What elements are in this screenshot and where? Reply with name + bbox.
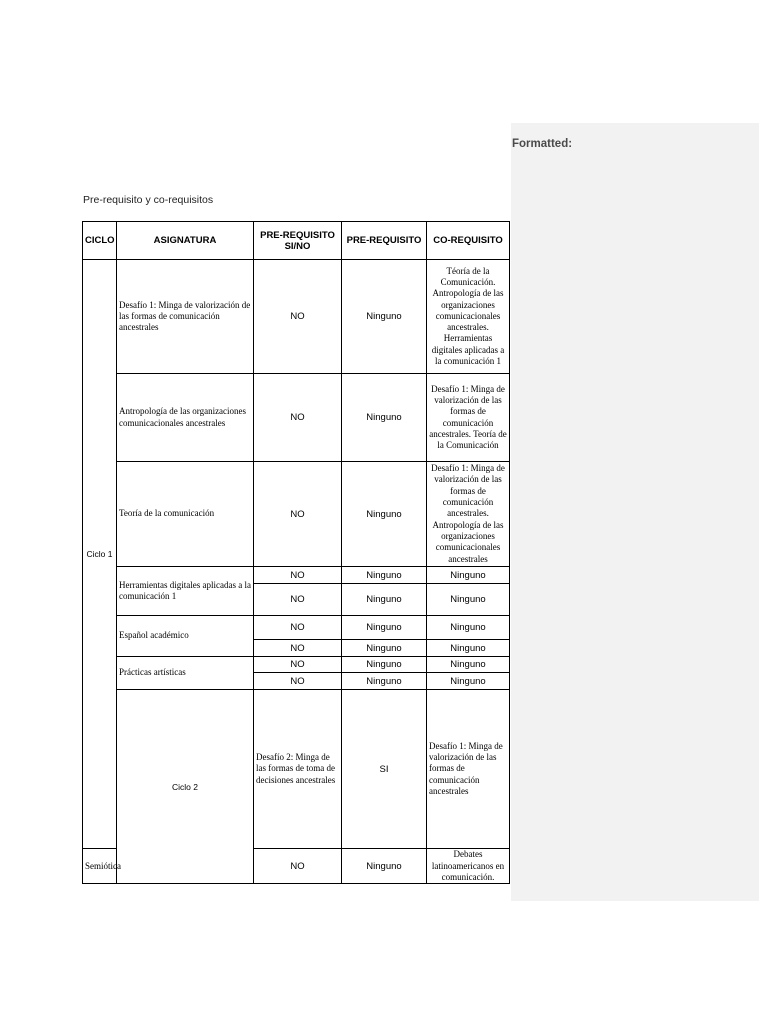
asignatura-cell: Desafío 2: Minga de las formas de toma de decisiones ancestrales [254, 690, 342, 849]
comment-formatted-label: Formatted: [512, 138, 573, 150]
prereq-cell: Ninguno [342, 260, 427, 374]
prereq-cell: Ninguno [342, 673, 427, 690]
table-row [83, 567, 510, 584]
prereq-sino-cell: NO [254, 567, 342, 584]
coreq-cell: Ninguno [427, 640, 510, 657]
header-prereq-sino: PRE-REQUISITO SI/NO [254, 222, 342, 260]
header-coreq: CO-REQUISITO [427, 222, 510, 260]
prereq-cell: Ninguno [342, 462, 427, 567]
asignatura-cell: Antropología de las organizaciones comunicacionales ancestrales [117, 374, 254, 462]
coreq-cell: Desafío 1: Minga de valorización de las formas de comunicación ancestrales. Antropología de las organizaciones comunicacionales ancestrales [427, 462, 510, 567]
table-row [83, 260, 510, 374]
coreq-cell: Ninguno [427, 657, 510, 673]
coreq-cell: Ninguno [427, 584, 510, 616]
prereq-cell: Ninguno [342, 849, 427, 884]
prereq-cell: Ninguno [342, 640, 427, 657]
prereq-cell: Ninguno [342, 567, 427, 584]
ciclo-2-cell: Ciclo 2 [117, 690, 254, 884]
prereq-sino-cell: NO [254, 657, 342, 673]
requisites-table [82, 221, 510, 884]
table-row [83, 374, 510, 462]
asignatura-cell: Teoría de la comunicación [117, 462, 254, 567]
prereq-sino-cell: NO [254, 584, 342, 616]
coreq-cell: Ninguno [427, 567, 510, 584]
section-heading: Pre-requisito y co-requisitos [83, 194, 214, 206]
prereq-sino-cell: NO [254, 673, 342, 690]
comments-pane [511, 123, 759, 901]
asignatura-cell: Prácticas artísticas [117, 657, 254, 690]
prereq-sino-cell: NO [254, 260, 342, 374]
asignatura-cell: Semiótica [83, 849, 117, 884]
prereq-sino-cell: NO [254, 849, 342, 884]
coreq-cell: Ninguno [427, 616, 510, 640]
table-row [83, 616, 510, 640]
coreq-cell: Debates latinoamericanos en comunicación. [427, 849, 510, 884]
prereq-cell: Ninguno [342, 374, 427, 462]
coreq-cell: Desafío 1: Minga de valorización de las formas de comunicación ancestrales. Teoría de la Comunicación [427, 374, 510, 462]
prereq-cell: Ninguno [342, 657, 427, 673]
header-prereq: PRE-REQUISITO [342, 222, 427, 260]
table-row [83, 657, 510, 673]
coreq-cell: Téoría de la Comunicación. Antropología de las organizaciones comunicacionales ancestrales. Herramientas digitales aplicadas a la comunicación 1 [427, 260, 510, 374]
header-ciclo: CICLO [83, 222, 117, 260]
prereq-cell: Ninguno [342, 584, 427, 616]
asignatura-cell: Español académico [117, 616, 254, 657]
table-header-row [83, 222, 510, 260]
ciclo-1-cell: Ciclo 1 [83, 260, 117, 849]
prereq-sino-cell: NO [254, 462, 342, 567]
asignatura-cell: Herramientas digitales aplicadas a la comunicación 1 [117, 567, 254, 616]
prereq-sino-cell: NO [254, 616, 342, 640]
prereq-cell: Desafío 1: Minga de valorización de las formas de comunicación ancestrales [427, 690, 510, 849]
table-row [83, 690, 510, 849]
coreq-cell: Ninguno [427, 673, 510, 690]
prereq-sino-cell: SI [342, 690, 427, 849]
table-row [83, 462, 510, 567]
prereq-cell: Ninguno [342, 616, 427, 640]
prereq-sino-cell: NO [254, 374, 342, 462]
prereq-sino-cell: NO [254, 640, 342, 657]
header-asignatura: ASIGNATURA [117, 222, 254, 260]
asignatura-cell: Desafío 1: Minga de valorización de las formas de comunicación ancestrales [117, 260, 254, 374]
